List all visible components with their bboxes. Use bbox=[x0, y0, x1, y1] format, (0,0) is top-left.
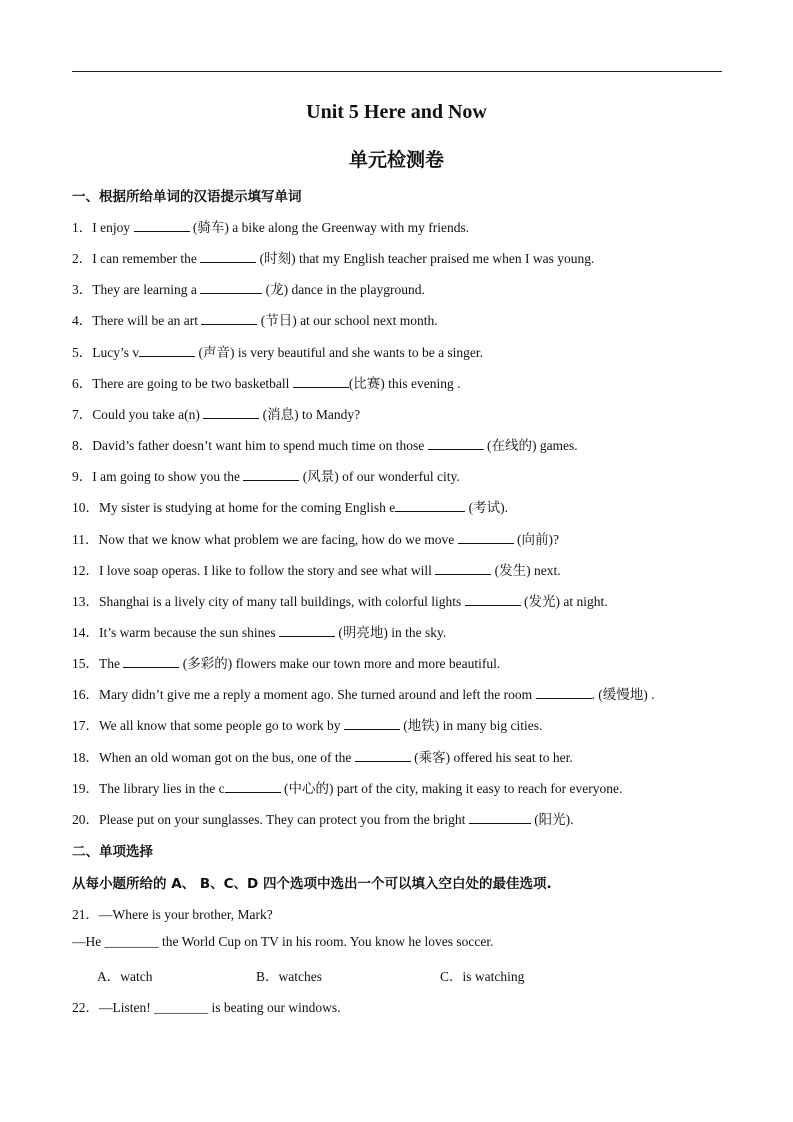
header-rule bbox=[72, 71, 722, 72]
item-number: 10． bbox=[72, 500, 99, 516]
fill-in-item bbox=[72, 590, 608, 610]
answer-blank bbox=[458, 531, 514, 544]
item-number: 18． bbox=[72, 749, 99, 765]
fill-in-item bbox=[72, 528, 559, 548]
answer-blank bbox=[203, 406, 259, 419]
item-text-after: . (缓慢地) . bbox=[591, 687, 655, 703]
answer-blank bbox=[395, 499, 465, 512]
item-text-after: (中心的) part of the city, making it easy to reach for everyone. bbox=[280, 780, 623, 796]
item-number: 2． bbox=[72, 251, 93, 267]
item-number: 9． bbox=[72, 469, 93, 485]
q21-option-c: C．is watching bbox=[440, 969, 525, 984]
answer-blank bbox=[201, 312, 257, 325]
item-number: 6． bbox=[72, 375, 93, 391]
item-number: 1． bbox=[72, 220, 93, 235]
fill-in-item bbox=[72, 403, 360, 423]
item-number: 8． bbox=[72, 438, 93, 454]
item-number: 13． bbox=[72, 593, 99, 609]
item-text-before: I love soap operas. I like to follow the story and see what will bbox=[99, 562, 436, 578]
item-text-after: (在线的) games. bbox=[483, 438, 578, 454]
answer-blank bbox=[465, 593, 521, 606]
answer-blank bbox=[469, 811, 531, 824]
answer-blank bbox=[139, 344, 195, 357]
answer-blank bbox=[200, 281, 262, 294]
item-number: 7． bbox=[72, 406, 93, 422]
answer-blank bbox=[123, 655, 179, 668]
fill-in-item bbox=[72, 652, 500, 672]
fill-in-item bbox=[72, 746, 573, 766]
item-number: 5． bbox=[72, 344, 93, 360]
item-text-before: I enjoy bbox=[92, 220, 134, 235]
item-text-after: (向前)? bbox=[513, 531, 560, 547]
item-text-before: I am going to show you the bbox=[92, 469, 244, 485]
fill-in-item bbox=[72, 372, 461, 392]
item-text-after: (地铁) in many big cities. bbox=[399, 718, 543, 734]
answer-blank bbox=[225, 780, 281, 793]
answer-blank bbox=[435, 562, 491, 575]
item-text-before: My sister is studying at home for the coming English e bbox=[99, 500, 396, 516]
answer-blank bbox=[428, 437, 484, 450]
answer-blank bbox=[293, 375, 349, 388]
item-text-before: When an old woman got on the bus, one of the bbox=[99, 749, 355, 765]
item-number: 17． bbox=[72, 718, 99, 734]
item-text-after: (声音) is very beautiful and she wants to be a singer. bbox=[195, 344, 484, 360]
fill-in-item bbox=[72, 309, 438, 329]
item-text-after: (明亮地) in the sky. bbox=[334, 624, 447, 640]
item-text-before: Could you take a(n) bbox=[92, 406, 204, 422]
item-number: 14． bbox=[72, 624, 99, 640]
answer-blank bbox=[200, 250, 256, 263]
q21-option-a: A．watch bbox=[97, 969, 153, 984]
item-text-before: The library lies in the c bbox=[99, 780, 225, 796]
item-number: 4． bbox=[72, 313, 93, 329]
item-text-after: (发生) next. bbox=[491, 562, 561, 578]
item-number: 19． bbox=[72, 780, 99, 796]
answer-blank bbox=[355, 749, 411, 762]
fill-in-item bbox=[72, 621, 446, 641]
fill-in-item bbox=[72, 434, 578, 454]
fill-in-item bbox=[72, 683, 655, 703]
item-number: 16． bbox=[72, 687, 99, 703]
section2-instruction: 从每小题所给的 A、 B、C、D 四个选项中选出一个可以填入空白处的最佳选项. bbox=[72, 876, 552, 892]
item-text-after: (节日) at our school next month. bbox=[257, 313, 438, 329]
answer-blank bbox=[279, 624, 335, 637]
q21-option-b: B．watches bbox=[256, 969, 322, 984]
item-number: 3． bbox=[72, 282, 93, 298]
fill-in-item bbox=[72, 808, 574, 828]
item-number: 11． bbox=[72, 531, 99, 547]
item-text-after: (阳光). bbox=[530, 811, 574, 827]
item-text-before: I can remember the bbox=[92, 251, 201, 267]
fill-in-item bbox=[72, 465, 460, 485]
item-text-before: The bbox=[99, 656, 124, 672]
fill-in-item bbox=[72, 559, 561, 579]
fill-in-item bbox=[72, 496, 508, 516]
section1-heading: 一、根据所给单词的汉语提示填写单词 bbox=[72, 189, 302, 205]
item-text-after: (比赛) this evening . bbox=[348, 375, 461, 391]
item-text-after: (消息) to Mandy? bbox=[259, 406, 361, 422]
fill-in-item bbox=[72, 278, 425, 298]
answer-blank bbox=[134, 219, 190, 232]
item-text-after: (龙) dance in the playground. bbox=[262, 282, 425, 298]
item-text-before: They are learning a bbox=[92, 282, 201, 298]
fill-in-item bbox=[72, 216, 469, 236]
fill-in-item bbox=[72, 777, 622, 797]
item-text-after: (骑车) a bike along the Greenway with my friends. bbox=[189, 220, 470, 235]
page-title: Unit 5 Here and Now bbox=[306, 101, 487, 123]
answer-blank bbox=[536, 686, 592, 699]
item-text-before: There are going to be two basketball bbox=[92, 375, 293, 391]
item-text-before: Please put on your sunglasses. They can protect you from the bright bbox=[99, 811, 469, 827]
item-number: 12． bbox=[72, 562, 99, 578]
q21-question: 21．—Where is your brother, Mark? bbox=[72, 907, 273, 922]
item-text-before: There will be an art bbox=[92, 313, 202, 329]
item-text-before: Lucy’s v bbox=[92, 344, 140, 360]
item-text-before: It’s warm because the sun shines bbox=[99, 624, 279, 640]
item-text-before: We all know that some people go to work by bbox=[99, 718, 344, 734]
fill-in-item bbox=[72, 341, 483, 361]
item-text-before: Shanghai is a lively city of many tall buildings, with colorful lights bbox=[99, 593, 465, 609]
q22-question: 22．—Listen! ________ is beating our windows. bbox=[72, 1000, 341, 1015]
item-text-before: Now that we know what problem we are facing, how do we move bbox=[98, 531, 458, 547]
page-subtitle: 单元检测卷 bbox=[348, 149, 444, 171]
item-number: 15． bbox=[72, 656, 99, 672]
item-text-before: David’s father doesn’t want him to spend much time on those bbox=[92, 438, 428, 454]
item-text-after: (乘客) offered his seat to her. bbox=[410, 749, 573, 765]
item-text-after: (考试). bbox=[465, 500, 508, 516]
item-text-after: (多彩的) flowers make our town more and more beautiful. bbox=[179, 656, 501, 672]
answer-blank bbox=[344, 717, 400, 730]
fill-in-item bbox=[72, 714, 542, 734]
answer-blank bbox=[243, 468, 299, 481]
q21-answer-line: —He ________ the World Cup on TV in his room. You know he loves soccer. bbox=[72, 934, 494, 949]
section2-heading: 二、单项选择 bbox=[72, 844, 153, 860]
item-text-after: (风景) of our wonderful city. bbox=[299, 469, 460, 485]
item-text-after: (时刻) that my English teacher praised me when I was young. bbox=[256, 251, 595, 267]
fill-in-item bbox=[72, 247, 594, 267]
item-number: 20． bbox=[72, 811, 99, 827]
item-text-before: Mary didn’t give me a reply a moment ago. She turned around and left the room bbox=[99, 687, 536, 703]
item-text-after: (发光) at night. bbox=[520, 593, 608, 609]
